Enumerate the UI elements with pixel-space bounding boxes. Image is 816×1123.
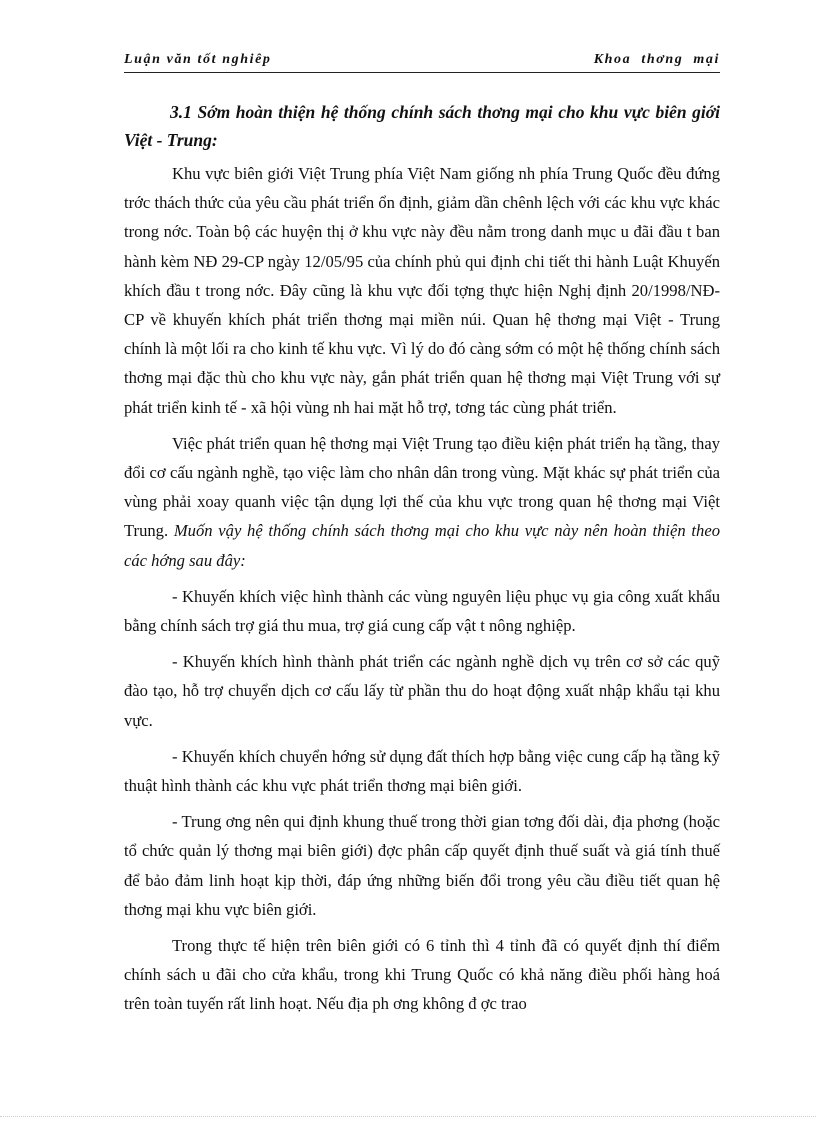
section-title: 3.1 Sớm hoàn thiện hệ thống chính sách thơng mại cho khu vực biên giới Việt - Trung: [124, 102, 720, 150]
paragraph-2-italic: Muốn vậy hệ thống chính sách thơng mại cho khu vực này nên hoàn thiện theo các hớng sau đây: [124, 521, 720, 570]
paragraph-last: Trong thực tế hiện trên biên giới có 6 tỉnh thì 4 tỉnh đã có quyết định thí điểm chính sách u đãi cho cửa khẩu, trong khi Trung Quốc có khả năng điều phối hàng hoá trên toàn tuyến rất linh hoạt. Nếu địa ph ơng không đ ợc trao [124, 936, 720, 1014]
header-thesis-label: Luận văn tốt nghiêp [124, 52, 272, 67]
document-body [124, 98, 720, 1026]
bullet-1: - Khuyến khích việc hình thành các vùng nguyên liệu phục vụ gia công xuất khẩu bằng chính sách trợ giá thu mua, trợ giá cung cấp vật t nông nghiệp. [124, 586, 720, 636]
bullet-4: - Trung ơng nên qui định khung thuế trong thời gian tơng đối dài, địa phơng (hoặc tổ chức quản lý thơng mại biên giới) đợc phân cấp quyết định thuế suất và giá tính thuế để bảo đảm linh hoạt kịp thời, đáp ứng những biến đổi trong yêu cầu điều tiết quan hệ thơng mại khu vực biên giới. [124, 812, 720, 919]
page-bottom-edge [0, 1116, 816, 1117]
bullet-2: - Khuyến khích hình thành phát triển các ngành nghề dịch vụ trên cơ sở các quỹ đào tạo, hỗ trợ chuyển dịch cơ cấu lấy từ phần thu do hoạt động xuất nhập khẩu tại khu vực. [124, 652, 720, 730]
header-faculty-label: Khoa thơng mại [593, 52, 720, 67]
bullet-3: - Khuyến khích chuyển hớng sử dụng đất thích hợp bằng việc cung cấp hạ tầng kỹ thuật hình thành các khu vực phát triển thơng mại biên giới. [124, 746, 720, 796]
paragraph-2-text: Việc phát triển quan hệ thơng mại Việt Trung tạo điều kiện phát triển hạ tầng, thay đổi cơ cấu ngành nghề, tạo việc làm cho nhân dân trong vùng. Mặt khác sự phát triển của vùng phải xoay quanh việc tận dụng lợi thế của khu vực trong quan hệ thơng mại Việt Trung. [124, 433, 720, 541]
page-header [124, 50, 720, 73]
paragraph-1: Khu vực biên giới Việt Trung phía Việt Nam giống nh phía Trung Quốc đều đứng trớc thách thức của yêu cầu phát triển ổn định, giảm dần chênh lệch với các khu vực khác trong nớc. Toàn bộ các huyện thị ở khu vực này đều nằm trong danh mục u đãi đầu t ban hành kèm NĐ 29-CP ngày 12/05/95 của chính phủ qui định chi tiết thi hành Luật Khuyến khích đầu t trong nớc. Đây cũng là khu vực đối tợng thực hiện Nghị định 20/1998/NĐ-CP về khuyến khích phát triển thơng mại miền núi. Quan hệ thơng mại Việt - Trung chính là một lối ra cho kinh tế khu vực. Vì lý do đó càng sớm có một hệ thống chính sách thơng mại đặc thù cho khu vực này, gắn phát triển quan hệ thơng mại Việt Trung với sự phát triển kinh tế - xã hội vùng nh hai mặt hỗ trợ, tơng tác cùng phát triển. [124, 164, 720, 417]
paragraph-2 [124, 429, 720, 575]
